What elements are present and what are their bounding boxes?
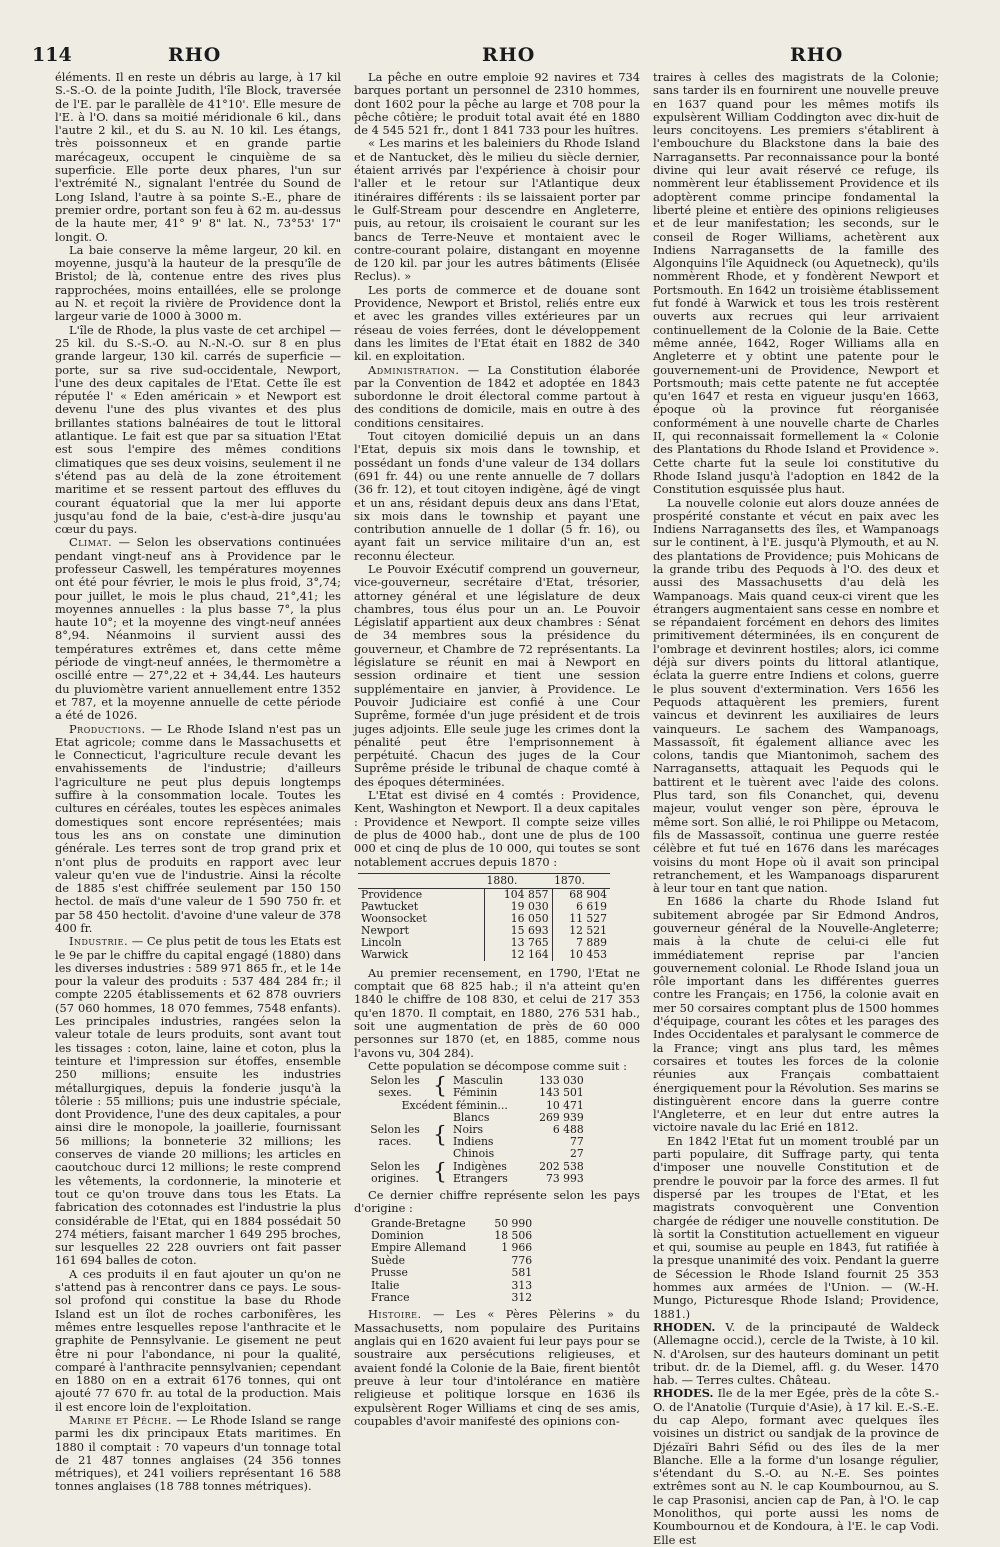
row-value: 143 501	[539, 1086, 584, 1100]
paragraph: En 1686 la charte du Rhode Island fut subitement abrogée par Sir Edmond Andros, gouverneur général de la Nouvelle-Angleterre; mais à la chute de celui-ci elle fut immédiatement reprise par l'ancien gouvernement colonial. Le Rhode Island joua un rôle important dans les différentes guerres contre les Français; en 1756, la colonie avait en mer 50 corsaires comptant plus de 1500 hommes d'équipage, courant les côtes et les parages des Indes Occidentales et paralysant le commerce de la France; vingt ans plus tard, les mêmes corsaires et toutes les forces de la colonie réunies aux Français combattaient énergiquement pour la Révolution. Ses marins se distinguèrent encore dans la guerre contre l'Angleterre, et en leur dut entre autres la victoire navale du lac Erié en 1812.	[653, 894, 939, 1135]
paragraph: En 1842 l'Etat fut un moment troublé par un parti populaire, dit Suffrage party, qui tenta d'imposer une nouvelle Constitution et de prendre le pouvoir par la force des armes. Il fut dispersé par les troupes de l'Etat, et les magistrats convoquèrent une Convention chargée de rédiger une nouvelle constitution. De là sortit la Constitution actuellement en vigueur et qui, soumise au peuple en 1843, fut ratifiée à la presque unanimité des voix. Pendant la guerre de Sécession le Rhode Island fournit 25 353 hommes aux armées de l'Union. — (W.-H. Mungo, Picturesque Rhode Island; Providence, 1881.)	[653, 1133, 939, 1321]
city-name: Lincoln	[361, 935, 402, 949]
value-1880: 104 857	[485, 888, 553, 901]
entry-rhoden	[653, 1321, 939, 1387]
row-label: Excédent féminin...	[401, 1098, 508, 1112]
value-1880: 15 693	[485, 925, 553, 937]
city-name: Providence	[361, 887, 423, 901]
row-label: Etrangers	[453, 1171, 508, 1185]
paragraph: Ce dernier chiffre représente selon les pays d'origine :	[354, 1188, 640, 1216]
paragraph: Cette population se décompose comme suit :	[368, 1058, 627, 1073]
row-value: 133 030	[539, 1074, 584, 1088]
entry-headword: RHODES.	[653, 1386, 714, 1401]
section-heading: Histoire.	[368, 1307, 422, 1322]
city-name: Newport	[361, 923, 409, 937]
row-value: 77	[570, 1135, 584, 1149]
paragraph: La pêche en outre emploie 92 navires et 734 barques portant un personnel de 2310 hommes, dont 1602 pour la pêche au large et 708 pour la pêche côtière; le produit total avait été en 1880 de 4 545 521 fr., dont 1 841 733 pour les huîtres.	[354, 70, 640, 138]
paragraph: Au premier recensement, en 1790, l'Etat ne comptait que 68 825 hab.; il n'a atteint qu'en 1840 le chiffre de 108 830, et celui de 217 353 qu'en 1870. Il comptait, en 1880, 276 531 hab., soit une augmentation de près de 60 000 personnes sur 1870 (et, en 1885, comme nous l'avons vu, 304 284).	[354, 965, 640, 1060]
section-climat	[55, 536, 341, 722]
running-head-right: RHO	[790, 44, 844, 66]
group-label: Selon les sexes.	[370, 1074, 420, 1100]
country-value: 313	[511, 1278, 533, 1292]
table-row	[358, 949, 610, 961]
country-value: 1 966	[501, 1241, 533, 1255]
country-name: Suède	[371, 1253, 406, 1267]
entry-text: Ile de la mer Egée, près de la côte S.-O. de l'Anatolie (Turquie d'Asie), à 17 kil. E.-S.-E. du cap Alepo, formant avec quelques îles voisines un district ou sandjak de la province de Djézaïri Bahri Séfid ou des îles de la mer Blanche. Elle a la forme d'un losange régulier, s'étendant du S.-O. au N.-E. Ses pointes extrêmes sont au N. le cap Koumbournou, au S. le cap Prasonisi, ancien cap de Pan, à l'O. le cap Monolithos, qui porte aussi les noms de Koumbournou et de Kondoura, à l'E. le cap Vodi. Elle est	[653, 1386, 939, 1547]
paragraph: Tout citoyen domicilié depuis un an dans l'Etat, depuis six mois dans le township, et possédant un fonds d'une valeur de 134 dollars (691 fr. 44) ou une rente annuelle de 7 dollars (36 fr. 12), et tout citoyen indigène, âgé de vingt et un ans, résidant depuis deux ans dans l'Etat, six mois dans le township et payant une contribution annuelle de 1 dollar (5 fr. 16), ou ayant fait un service militaire d'un an, est reconnu électeur.	[354, 429, 640, 563]
running-head-center: RHO	[482, 44, 536, 66]
brace: {	[433, 1074, 447, 1100]
row-label: Noirs	[453, 1123, 484, 1136]
paragraph: Les ports de commerce et de douane sont Providence, Newport et Bristol, reliés entre eux et avec les grandes villes extérieures par un réseau de voies ferrées, dont le développement dans les limites de l'Etat était en 1882 de 340 kil. en exploitation.	[354, 282, 640, 364]
row-value: 6 488	[552, 1123, 584, 1136]
section-text: — Selon les observations continuées pendant vingt-neuf ans à Providence par le professeur Caswell, les températures moyennes ont été pour février, le mois le plus froid, 3°,74; pour juillet, le mois le plus chaud, 21°,41; les moyennes annuelles : la plus basse 7°, la plus haute 10°; et la moyenne des vingt-neuf années 8°,94. Néanmoins il survient aussi des températures extrêmes et, dans cette même période de vingt-neuf années, le thermomètre a oscillé entre — 27°,22 et + 34,44. Les hauteurs du pluviomètre varient annuellement entre 1352 et 787, et la moyenne annuelle de cette période a été de 1026.	[55, 535, 341, 723]
paragraph: éléments. Il en reste un débris au large, à 17 kil S.-S.-O. de la pointe Judith, l'île Block, traversée de l'E. par le parallèle de 41°10'. Elle mesure de l'E. à l'O. dans sa moitié méridionale 6 kil., dans l'autre 2 kil., et du S. au N. 10 kil. Les étangs, très poissonneux et en grande partie marécageux, occupent le cinquième de sa superficie. Elle porte deux phares, l'un sur l'extrémité N., signalant l'entrée du Sound de Long Island, l'autre à sa pointe S.-E., phare de premier ordre, portant son feu à 62 m. au-dessus de la haute mer, 41° 9' 8" lat. N., 73°53' 17" longit. O.	[55, 70, 341, 244]
section-administration	[354, 364, 640, 430]
value-1880: 16 050	[485, 913, 553, 925]
section-heading: Administration.	[368, 362, 460, 377]
value-1870: 7 889	[552, 937, 610, 949]
row-label: Féminin	[453, 1086, 498, 1100]
table-header-row	[358, 873, 610, 888]
running-head-left: RHO	[168, 44, 222, 66]
paragraph: A ces produits il en faut ajouter un qu'on ne s'attend pas à rencontrer dans ce pays. Le sous-sol profond qui constitue la base du Rhode Island est un îlot de roches carbonifères, les mêmes entre lesquelles repose l'anthracite et le graphite de Pennsylvanie. Le gisement ne peut être ni pour l'abondance, ni pour la qualité, comparé à l'anthracite pennsylvanien; cependant en 1880 on en a extrait 6176 tonnes, qui ont ajouté 77 670 fr. au total de la production. Mais il est encore loin de l'exploitation.	[55, 1266, 341, 1414]
brace: {	[433, 1123, 447, 1149]
census-table	[358, 873, 610, 961]
table-row	[358, 901, 610, 913]
column-1	[55, 70, 341, 1494]
table-row	[358, 925, 610, 937]
paragraph: La nouvelle colonie eut alors douze années de prospérité constante et vécut en paix avec les Indiens Narragansetts des îles, et Wampanoags sur le continent, à l'E. jusqu'à Plymouth, et au N. des plantations de Providence; puis Mohicans de la grande tribu des Pequods à l'O. des deux et aussi des Massachusetts d'au delà les Wampanoags. Mais quand ceux-ci virent que les étrangers augmentaient sans cesse en nombre et se répandaient forcément en dehors des limites primitivement déterminées, ils en conçurent de l'ombrage et devinrent hostiles; alors, ici comme déjà sur divers points du littoral atlantique, éclata la guerre entre Indiens et colons, guerre le plus souvent d'extermination. Vers 1656 les Pequods attaquèrent les premiers, furent vaincus et devinrent les auxiliaires de leurs vainqueurs. Le sachem des Wampanoags, Massassoït, fit également alliance avec les colons, tandis que Miantonimoh, sachem des Narragansetts, attaquait les Pequods qui le battirent et le tuèrent avec l'aide des colons. Plus tard, son fils Conanchet, qui, devenu majeur, voulut venger son père, éprouva le même sort. Son allié, le roi Philippe ou Metacom, fils de Massassoït, continua une guerre restée célèbre et fut tué en 1676 dans les marécages voisins du mont Hope où il avait son principal retranchement, et les Wampanoags disparurent à leur tour en tant que nation.	[653, 495, 939, 896]
row-value: 27	[570, 1147, 584, 1161]
country-name: Prusse	[371, 1266, 408, 1280]
brace: {	[433, 1159, 447, 1185]
section-heading: Productions.	[69, 721, 146, 736]
city-name: Pawtucket	[361, 899, 419, 913]
group-label: Selon les origines.	[370, 1159, 420, 1185]
row-label: Blancs	[453, 1110, 490, 1124]
table-row	[358, 913, 610, 925]
country-value: 312	[511, 1291, 533, 1305]
country-value: 581	[511, 1266, 533, 1280]
table-row	[358, 888, 610, 901]
section-text: — La Constitution élaborée par la Convention de 1842 et adoptée en 1843 subordonne le droit électoral comme partout à des conditions de domicile, mais en outre à des conditions censitaires.	[354, 362, 640, 430]
row-label: Indiens	[453, 1135, 494, 1149]
country-name: France	[371, 1291, 410, 1305]
section-text: — Ce plus petit de tous les Etats est le 9e par le chiffre du capital engagé (1880) dans les diverses industries : 589 971 865 fr., et le 14e pour la valeur des produits : 537 484 284 fr.; il compte 2205 établissements et 62 878 ouvriers (57 060 hommes, 18 070 femmes, 7548 enfants). Les principales industries, rangées selon la valeur totale de leurs produits, sont avant tout les tissages : coton, laine, laine et coton, plus la teinture et l'impression sur étoffes, ensemble 250 millions; ensuite les industries métallurgiques, depuis la fonderie jusqu'à la tôlerie : 55 millions; puis une industrie spéciale, dont Providence, l'une des deux capitales, a pour ainsi dire le monopole, la joaillerie, fournissant 56 millions; la bonneterie 32 millions; les conserves de viande 20 millions; les articles en caoutchouc durci 12 millions; le reste comprend les vêtements, la cordonnerie, la minoterie et tout ce qu'on trouve dans tous les Etats. La fabrication des cotonnades est l'industrie la plus considérable de l'Etat, qui en 1884 possédait 50 274 métiers, faisant marcher 1 649 295 broches, sur lesquelles 22 228 ouvriers ont fait passer 161 694 balles de coton.	[55, 934, 341, 1268]
column-2	[354, 70, 640, 1428]
entry-text: V. de la principauté de Waldeck (Allemagne occid.), cercle de la Twiste, à 10 kil. N. d'Arolsen, sur des hauteurs dominant un petit tribut. dr. de la Diemel, affl. g. du Weser. 1470 hab. — Terres cultes. Château.	[653, 1319, 939, 1388]
paragraph: La baie conserve la même largeur, 20 kil. en moyenne, jusqu'à la hauteur de la presqu'île de Bristol; de là, contenue entre des rives plus rapprochées, moins entaillées, elle se prolonge au N. et reçoit la rivière de Providence dont la largeur varie de 1000 à 3000 m.	[55, 242, 341, 324]
section-histoire	[354, 1308, 640, 1428]
table-row	[358, 937, 610, 949]
table-row	[368, 1267, 535, 1279]
country-name: Dominion	[371, 1229, 424, 1243]
section-marine	[55, 1414, 341, 1494]
table-row	[360, 1100, 587, 1112]
column-3	[653, 70, 939, 1547]
row-value: 73 993	[546, 1171, 584, 1185]
country-value: 18 506	[494, 1229, 533, 1243]
row-label: Chinois	[453, 1147, 495, 1161]
value-1870: 6 619	[552, 901, 610, 913]
value-1870: 68 904	[552, 888, 610, 901]
country-name: Italie	[371, 1278, 400, 1292]
section-heading: Industrie.	[69, 934, 129, 949]
table-header: 1880.	[485, 873, 553, 888]
value-1880: 19 030	[485, 901, 553, 913]
table-header: 1870.	[552, 873, 610, 888]
row-value: 10 471	[546, 1098, 584, 1112]
section-heading: Climat.	[69, 535, 113, 550]
country-value: 776	[511, 1253, 533, 1267]
paragraph: L'île de Rhode, la plus vaste de cet archipel — 25 kil. du S.-S.-O. au N.-N.-O. sur 8 en plus grande largeur, 130 kil. carrés de superficie — porte, sur sa rive sud-occidentale, Newport, l'une des deux capitales de l'Etat. Cette île est réputée l' « Eden américain » et Newport est devenu l'une des plus vivantes et des plus brillantes stations balnéaires de tout le littoral atlantique. Le fait est que par sa situation l'Etat est sous l'empire des mêmes conditions climatiques que ses deux voisins, seulement il ne s'étend pas au delà de la zone étroitement maritime et se ressent partout des effluves du courant équatorial que la mer lui apporte jusqu'au fond de la baie, c'est-à-dire jusqu'au cœur du pays.	[55, 322, 341, 537]
population-table	[360, 1075, 587, 1185]
paragraph: traires à celles des magistrats de la Colonie; sans tarder ils en fournirent une nouvelle preuve en 1637 quand pour les mêmes motifs ils expulsèrent William Coddington avec dix-huit de leurs concitoyens. Les premiers s'établirent à l'embouchure du Blackstone dans la baie des Narragansetts. Par reconnaissance pour la bonté divine qui leur avait réservé ce refuge, ils nommèrent leur établissement Providence et ils adoptèrent comme principe fondamental la liberté pleine et entière des opinions religieuses et de leur manifestation; les seconds, sur le conseil de Roger Williams, achetèrent aux Indiens Narragansetts de la famille des Algonquins l'île Aquidneck (ou Aquetneck), qu'ils nommèrent Rhode, et y fondèrent Newport et Portsmouth. En 1642 un troisième établissement fut fondé à Warwick et tous les trois restèrent ouverts aux recrues qui leur arrivaient continuellement de la Colonie de la Baie. Cette même année, 1642, Roger Williams alla en Angleterre et y obtint une patente pour le gouvernement-uni de Providence, Newport et Portsmouth; mais cette patente ne fut acceptée qu'en 1647 et resta en vigueur jusqu'en 1663, époque où la province fut réorganisée conformément à une nouvelle charte de Charles II, qui reconnaissait formellement la « Colonie des Plantations du Rhode Island et Providence ». Cette charte fut la seule loi constitutive du Rhode Island jusqu'à l'adoption en 1842 de la Constitution esquissée plus haut.	[653, 70, 939, 497]
section-heading: Marine et Pêche.	[69, 1412, 172, 1427]
value-1880: 13 765	[485, 937, 553, 949]
table-header	[358, 873, 485, 888]
section-text: — Le Rhode Island n'est pas un Etat agricole; comme dans le Massachusetts et le Connecticut, l'agriculture recule devant les envahissements de l'industrie; d'ailleurs l'agriculture ne peut plus depuis longtemps suffire à la consommation locale. Toutes les cultures en céréales, toutes les espèces animales domestiques sont encore représentées; mais tous les ans on constate une diminution générale. Les terres sont de trop grand prix et n'ont plus de produits en rapport avec leur valeur qu'en vue de l'industrie. Ainsi la récolte de 1885 s'est chiffrée seulement par 150 150 hectol. de maïs d'une valeur de 1 590 750 fr. et par 58 450 hectolit. d'avoine d'une valeur de 378 400 fr.	[55, 721, 341, 935]
value-1870: 11 527	[552, 913, 610, 925]
city-name: Warwick	[361, 947, 409, 961]
section-productions	[55, 723, 341, 936]
section-text: — Les « Pères Pèlerins » du Massachusetts, nom populaire des Puritains anglais qui en 1620 avaient fui leur pays pour se soustraire aux persécutions religieuses, et avaient fondé la Colonie de la Baie, firent bientôt preuve à leur tour d'intolérance en matière religieuse et politique lorsque en 1636 ils expulsèrent Roger Williams et cinq de ses amis, coupables d'avoir manifesté des opinions con-	[354, 1307, 640, 1428]
table-row	[368, 1292, 535, 1304]
table-row	[368, 1242, 535, 1254]
country-name: Empire Allemand	[371, 1241, 467, 1255]
paragraph: Le Pouvoir Exécutif comprend un gouverneur, vice-gouverneur, secrétaire d'Etat, trésorier, attorney général et une législature de deux chambres, tous élus pour un an. Le Pouvoir Législatif appartient aux deux chambres : Sénat de 34 membres sous la présidence du gouverneur, et Chambre de 72 représentants. La législature se réunit en mai à Newport en session ordinaire et tient une session supplémentaire en janvier, à Providence. Le Pouvoir Judiciaire est confié à une Cour Suprême, formée d'un juge président et de trois juges adjoints. Elle seule juge les crimes dont la pénalité peut être l'emprisonnement à perpétuité. Chacun des juges de la Cour Suprême préside le tribunal de chaque comté à des époques déterminées.	[354, 561, 640, 789]
origins-table	[368, 1218, 535, 1305]
paragraph: « Les marins et les baleiniers du Rhode Island et de Nantucket, dès le milieu du siècle dernier, étaient arrivés par l'expérience à choisir pour l'aller et le retour sur l'Atlantique deux itinéraires différents : ils se laissaient porter par le Gulf-Stream pour descendre en Angleterre, puis, au retour, ils croisaient le courant sur les bancs de Terre-Neuve et montaient avec le contre-courant polaire, distangant en moyenne de 120 kil. par jour les autres bâtiments (Elisée Reclus). »	[354, 136, 640, 284]
row-label: Masculin	[453, 1074, 503, 1088]
page-number: 114	[32, 44, 72, 66]
country-value: 50 990	[494, 1216, 533, 1230]
value-1870: 12 521	[552, 925, 610, 937]
entry-rhodes	[653, 1387, 939, 1547]
row-value: 269 939	[539, 1110, 584, 1124]
paragraph: L'Etat est divisé en 4 comtés : Providence, Kent, Washington et Newport. Il a deux capitales : Providence et Newport. Il compte seize villes de plus de 4000 hab., dont une de plus de 100 000 et cinq de plus de 10 000, qui toutes se sont notablement accrues depuis 1870 :	[354, 788, 640, 869]
row-label: Indigènes	[453, 1159, 507, 1173]
value-1880: 12 164	[485, 949, 553, 961]
value-1870: 10 453	[552, 949, 610, 961]
city-name: Woonsocket	[361, 911, 427, 925]
entry-headword: RHODEN.	[653, 1319, 716, 1334]
section-industrie	[55, 935, 341, 1267]
section-text: — Le Rhode Island se range parmi les dix principaux Etats maritimes. En 1880 il comptait : 70 vapeurs d'un tonnage total de 21 487 tonnes anglaises (24 356 tonnes métriques), et 241 voiliers représentant 16 588 tonnes anglaises (18 788 tonnes métriques).	[55, 1412, 341, 1494]
table-row	[360, 1161, 587, 1173]
country-name: Grande-Bretagne	[371, 1216, 466, 1230]
row-value: 202 538	[539, 1159, 584, 1173]
group-label: Selon les races.	[370, 1123, 420, 1149]
